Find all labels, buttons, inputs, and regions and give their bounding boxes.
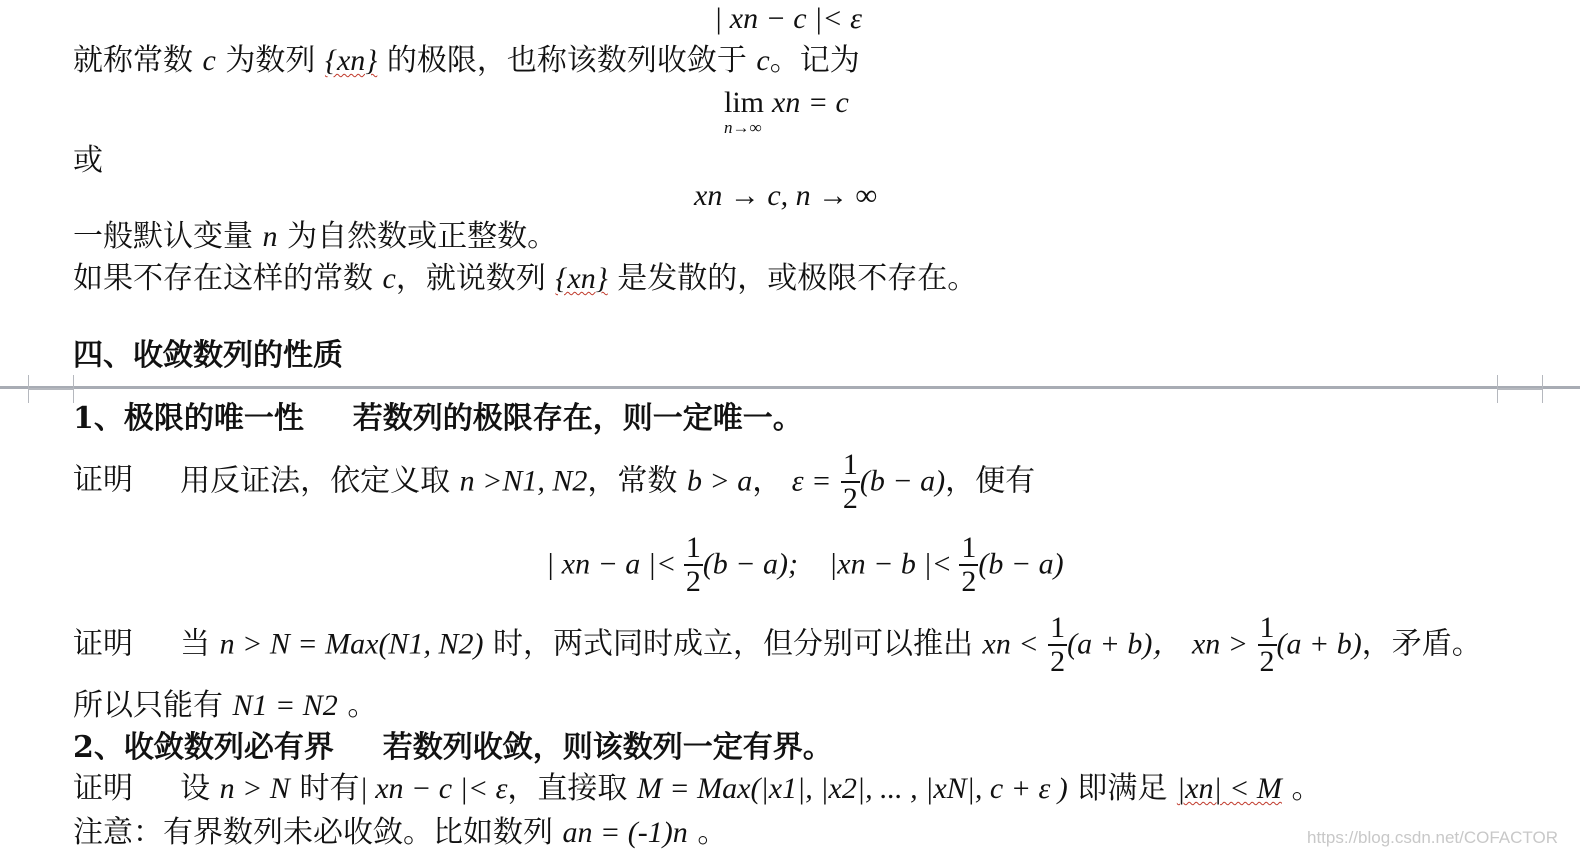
text: 一般默认变量 (73, 219, 253, 254)
text: ， (752, 463, 783, 499)
sequence-symbol: {xn} (555, 262, 608, 295)
text: 如果不存在这样的常数 (73, 261, 373, 296)
text: 是发散的，或极限不存在。 (617, 261, 978, 296)
text: ，直接取 (507, 771, 628, 806)
sequence-symbol: {xn} (324, 44, 378, 77)
text: 为数列 (225, 43, 316, 78)
xn-greater: xn > (1191, 627, 1248, 661)
max-bound: M = Max(|x1|, |x2|, ... , |xN|, c + ε ) (636, 772, 1068, 805)
property-1 (73, 401, 803, 436)
fraction-one-half: $\frac{1}{2}$ (961, 531, 977, 598)
watermark: https://blog.csdn.net/COFACTOR (1306, 828, 1558, 847)
text: 用反证法，依定义取 (180, 463, 451, 499)
condition: n > N = Max(N1, N2) (219, 627, 484, 661)
proof-label: 证明 (73, 771, 133, 806)
fraction-one-half: $\frac{1}{2}$ (1259, 611, 1275, 678)
proof-1 (73, 449, 1035, 514)
condition: n > N (219, 772, 290, 805)
text: 设 (180, 771, 211, 806)
property-title: 2、收敛数列必有界 (73, 730, 334, 765)
text: 注意：有界数列未必收敛。比如数列 (73, 815, 553, 850)
text: 时有 (299, 771, 360, 806)
fraction-one-half: $\frac{1}{2}$ (842, 448, 858, 515)
property-text: 若数列的极限存在，则一定唯一。 (352, 401, 803, 436)
fraction-one-half: $\frac{1}{2}$ (1050, 611, 1066, 678)
page-break-line (0, 386, 1580, 389)
symbol-c: c (382, 262, 396, 295)
paren-1: (b − a); (702, 547, 799, 581)
bound-expression: |xn| < M (1176, 772, 1282, 805)
top-inequality: | xn − c |< ε (714, 2, 862, 35)
text: 的极限，也称该数列收敛于 (386, 43, 747, 78)
paren-2: (b − a) (978, 547, 1064, 581)
proof-3 (73, 771, 1322, 806)
text: 就称常数 (73, 43, 193, 78)
section-heading: 四、收敛数列的性质 (73, 338, 343, 373)
b-greater-a: b > a (686, 464, 753, 498)
text: ，便有 (945, 463, 1036, 499)
text: 当 (180, 626, 211, 662)
text: 所以只能有 (73, 688, 223, 723)
text: ，就说数列 (395, 261, 546, 296)
fraction-one-half: $\frac{1}{2}$ (685, 531, 701, 598)
inequality-pair (546, 532, 1064, 597)
property-text: 若数列收敛，则该数列一定有界。 (382, 730, 833, 765)
or-text: 或 (73, 143, 103, 178)
b-minus-a: (b − a) (859, 464, 946, 498)
property-title: 1、极限的唯一性 (73, 401, 304, 436)
a-plus-b: (a + b)， (1067, 627, 1183, 661)
proof-2 (73, 612, 1482, 677)
example-sequence: an = (-1)n (562, 816, 688, 849)
symbol-n: n (262, 220, 278, 253)
text: ，矛盾。 (1361, 626, 1482, 662)
proof-label: 证明 (73, 626, 133, 662)
default-variable-line (73, 219, 558, 254)
text: 。 (697, 815, 728, 850)
text: 。记为 (769, 43, 860, 78)
lim-expression: xn = c (772, 86, 849, 119)
epsilon-def: ε = (791, 464, 832, 498)
proof-label: 证明 (73, 462, 133, 498)
arrow-formula: xn → c, n → ∞ (694, 179, 878, 212)
ineq-b: |xn − b |< (829, 547, 952, 581)
symbol-c: c (756, 44, 770, 77)
note (73, 815, 728, 850)
text: ，常数 (587, 463, 678, 499)
property-2 (73, 730, 833, 765)
xn-less: xn < (982, 627, 1039, 661)
definition-line (73, 43, 860, 78)
symbol-c: c (202, 44, 216, 77)
inequality: | xn − c |< ε (359, 772, 508, 805)
text: 。 (347, 688, 378, 723)
margin-mark-right-bottom (1497, 388, 1543, 403)
text: 即满足 (1077, 771, 1168, 806)
divergence-line (73, 261, 978, 296)
margin-mark-left-bottom (28, 388, 74, 403)
text: 。 (1291, 771, 1322, 806)
text: 为自然数或正整数。 (287, 219, 558, 254)
conclusion (73, 688, 378, 723)
a-plus-b: (a + b) (1276, 627, 1362, 661)
ineq-a: | xn − a |< (546, 547, 677, 581)
condition: n >N1, N2 (459, 464, 588, 498)
lim-subscript: n→∞ (724, 118, 762, 137)
text: 时，两式同时成立，但分别可以推出 (493, 626, 973, 662)
lim-word: lim (724, 86, 765, 119)
n1-equals-n2: N1 = N2 (232, 689, 338, 722)
